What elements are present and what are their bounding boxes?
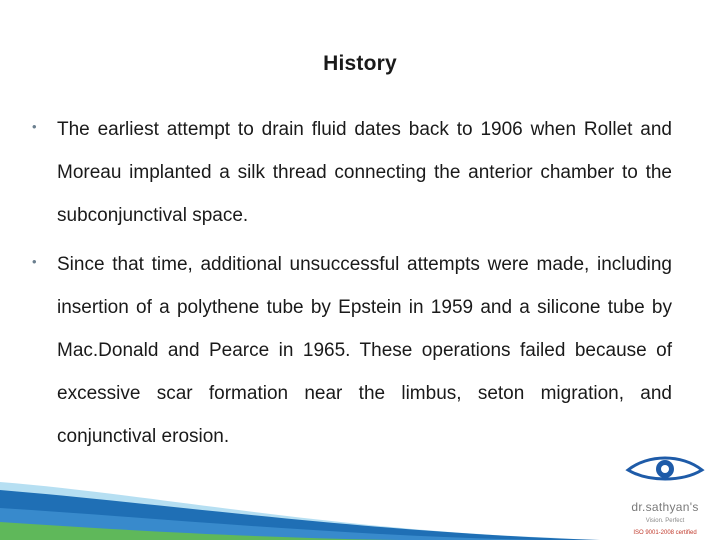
bullet-dot: • xyxy=(32,254,37,269)
logo-certification: ISO 9001-2008 certified xyxy=(633,530,697,536)
eye-logo-icon xyxy=(620,448,710,528)
bullet-item xyxy=(30,243,672,458)
footer-wave-decoration xyxy=(0,460,720,540)
slide-title: History xyxy=(323,52,397,75)
bullet-dot: • xyxy=(32,119,37,134)
bullet-text: Since that time, additional unsuccessful attempts were made, including insertion of a polythene tube by Epstein in 1959 and a silicone tube by Mac.Donald and Pearce in 1965. These operations failed because of excessive scar formation near the limbus, seton migration, and conjunctival erosion. xyxy=(57,254,672,447)
logo-tagline: Vision. Perfect xyxy=(645,518,685,524)
bullet-text: The earliest attempt to drain fluid dates back to 1906 when Rollet and Moreau implanted a silk thread connecting the anterior chamber to the subconjunctival space. xyxy=(57,119,672,226)
bullet-list xyxy=(30,108,672,464)
bullet-item xyxy=(30,108,672,237)
logo-name: dr.sathyan's xyxy=(631,500,699,514)
